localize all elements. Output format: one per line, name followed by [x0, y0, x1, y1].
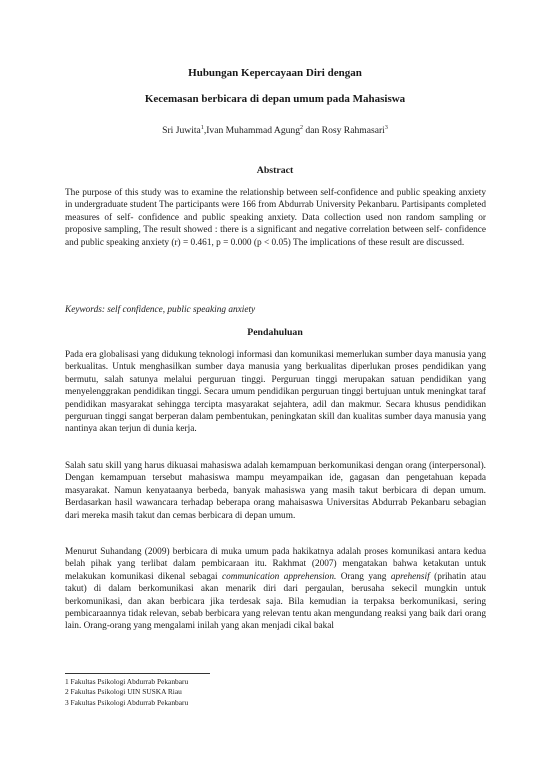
author-2-affiliation-mark: 2: [300, 125, 304, 131]
abstract-text: The purpose of this study was to examine the relationship between self-confidence and public speaking anxiety in undergraduate student The participants were 166 from Abdurrab University Pekanbaru. Partisipants completed measures of self- confidence and public speaking anxiety. Data collection used non random sampling or proposive sampling, The result showed : there is a significant and negative correlation between self- confidence and public speaking anxiety (r) = 0.461, p = 0.000 (p < 0.05) The implications of these result are discussed.: [65, 188, 486, 248]
footnote-separator: [65, 673, 210, 674]
keywords: Keywords: self confidence, public speaking anxiety: [65, 305, 256, 315]
abstract-heading: Abstract: [256, 165, 294, 176]
term-communication-apprehension: communication apprehension.: [222, 571, 337, 582]
footnote-3: 3 Fakultas Psikologi Abdurrab Pekanbaru: [65, 697, 189, 707]
paragraph-3-text-a: Menurut Suhandang (2009) berbicara di muka umum pada hakikatnya adalah proses komunikasi antara kedua belah pihak yang terlibat dalam pembicaraan itu. Rakhmat (2007) mengatakan bahwa ketakutan untuk melakukan komunikasi dikenal sebagai: [65, 547, 486, 582]
body-paragraph-1: Pada era globalisasi yang didukung teknologi informasi dan komunikasi memerlukan sumber daya manusia yang berkualitas. Untuk menghasilkan sumber daya manusia yang berkualitas diperlukan proses pendidikan yang bermutu, salah satunya melalui perguruan tinggi. Perguruan tinggi merupakan satuan pendidikan yang menyelenggrakan pendidikan tinggi. Secara umum pendidikan perguruan tinggi bertujuan untuk meningkat taraf pendidikan masyarakat sehingga tercipta masyarakat sejahtera, adil dan makmur. Secara khusus pendidikan perguruan tinggi sangat berperan dalam pembentukan, peningkatan skill dan kualitas sumber daya manusia yang nantinya akan terjun di dunia kerja.: [65, 350, 486, 435]
author-list: [0, 125, 550, 136]
body-paragraph-3: [65, 546, 486, 633]
author-1: Sri Juwita: [162, 125, 201, 137]
author-2: ,Ivan Muhammad Agung: [203, 125, 301, 137]
footnotes: [65, 677, 188, 708]
footnote-1: 1 Fakultas Psikologi Abdurrab Pekanbaru: [65, 677, 189, 686]
paper-title-line-1: Hubungan Kepercayaan Diri dengan: [188, 67, 362, 79]
paragraph-3-text-b: Orang yang: [336, 571, 391, 582]
term-aprehensif: aprehensif: [390, 571, 430, 582]
author-1-affiliation-mark: 1: [200, 125, 204, 131]
body-paragraph-2: Salah satu skill yang harus dikuasai mahasiswa adalah kemampuan berkomunikasi dengan orang (interpersonal). Dengan kemampuan tersebut mahasiswa mampu meyampaikan ide, gagasan dan pengetahuan kepada masyarakat. Namun kenyataanya berbeda, banyak mahasiswa yang masih takut berbicara di depan umum. Berdasarkan hasil wawancara terhadap beberapa orang mahaisaswa Universitas Abdurrab Pekanbaru sebagian dari mereka masih takut dan cemas berbicara di depan umum.: [65, 461, 486, 521]
section-heading-pendahuluan: Pendahuluan: [247, 327, 303, 338]
author-3-affiliation-mark: 3: [384, 125, 388, 131]
paragraph-3-text-c: (prihatin atau takut) di dalam berkomunikasi akan menarik diri dari pergaulan, berusaha sekecil mungkin untuk berkomunikasi, dan akan berbicara jika terdesak saja. Bila kemudian ia terpaksa berkomunikasi, sering pembicaraannya tidak relevan, sebab berbicara yang relevan tentu akan mengundang reaksi yang baik dari orang lain. Orang-orang yang mengalami inilah yang akan menjadi cikal bakal: [65, 571, 487, 632]
footnote-2: 2 Fakultas Psikologi UIN SUSKA Riau: [65, 687, 182, 697]
paper-title-line-2: Kecemasan berbicara di depan umum pada Mahasiswa: [144, 93, 406, 105]
author-3: dan Rosy Rahmasari: [303, 125, 385, 137]
